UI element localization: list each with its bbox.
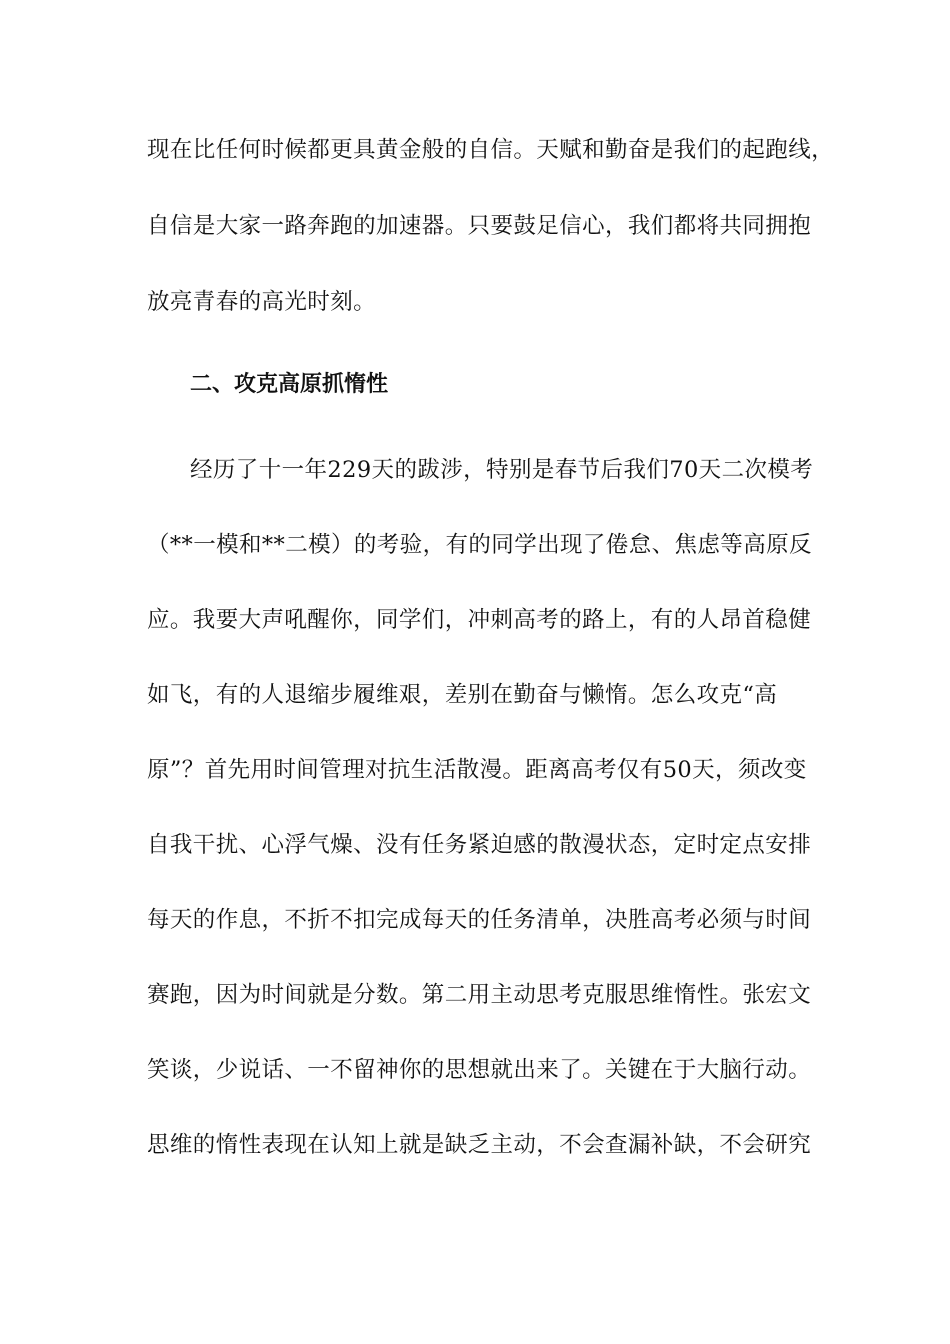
paragraph-line: 经历了十一年229天的跋涉，特别是春节后我们70天二次模考: [190, 457, 814, 483]
paragraph-line: 现在比任何时候都更具黄金般的自信。天赋和勤奋是我们的起跑线，: [147, 137, 835, 163]
paragraph-line: 赛跑，因为时间就是分数。第二用主动思考克服思维惰性。张宏文: [147, 982, 812, 1008]
paragraph-line: 放亮青春的高光时刻。: [147, 289, 377, 315]
paragraph-line: 自我干扰、心浮气燥、没有任务紧迫感的散漫状态，定时定点安排: [147, 832, 812, 858]
paragraph-line: 原”？首先用时间管理对抗生活散漫。距离高考仅有50天，须改变: [147, 757, 807, 783]
paragraph-line: 应。我要大声吼醒你，同学们，冲刺高考的路上，有的人昂首稳健: [147, 607, 812, 633]
paragraph-line: 自信是大家一路奔跑的加速器。只要鼓足信心，我们都将共同拥抱: [147, 213, 812, 239]
paragraph-line: 如飞，有的人退缩步履维艰，差别在勤奋与懒惰。怎么攻克“高: [147, 682, 778, 708]
paragraph-line: （**一模和**二模）的考验，有的同学出现了倦怠、焦虑等高原反: [147, 532, 812, 558]
paragraph-line: 每天的作息，不折不扣完成每天的任务清单，决胜高考必须与时间: [147, 907, 812, 933]
paragraph-line: 思维的惰性表现在认知上就是缺乏主动，不会查漏补缺，不会研究: [147, 1132, 812, 1158]
paragraph-line: 笑谈，少说话、一不留神你的思想就出来了。关键在于大脑行动。: [147, 1057, 812, 1083]
section-heading: 二、攻克高原抓惰性: [190, 372, 389, 397]
